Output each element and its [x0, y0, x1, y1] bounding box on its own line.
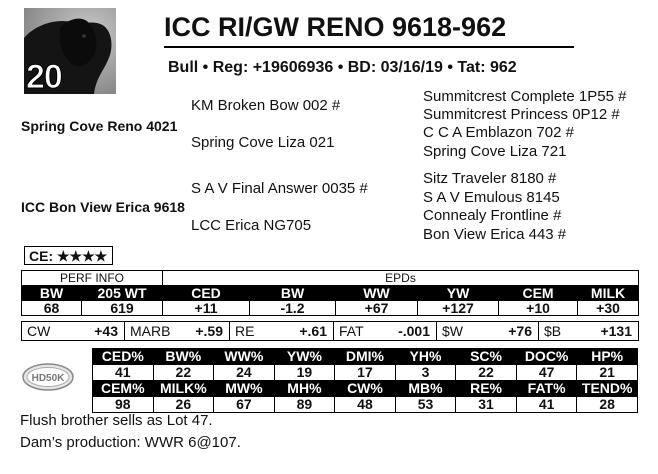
epd-header-cell: 205 WT [82, 286, 163, 301]
registration-line: Bull • Reg: +19606936 • BD: 03/16/19 • Tat: 962 [168, 59, 517, 76]
epd-header-cell: CED [163, 286, 250, 301]
index-cell-w [437, 322, 539, 341]
perf-info-header: PERF INFO [22, 271, 163, 286]
index-label: FAT [339, 323, 364, 339]
epd-header-cell: BW [22, 286, 82, 301]
title-underline [164, 46, 574, 48]
epds-header: EPDs [163, 271, 639, 286]
epd-value-cell: +10 [499, 301, 578, 316]
hd50k-header-cell: YH% [395, 349, 456, 365]
hd50k-value-cell: 67 [214, 397, 275, 413]
index-label: $B [544, 323, 562, 339]
calving-ease-rating: CE: ★★★★ [24, 246, 113, 265]
hd50k-header-cell: CW% [335, 381, 396, 397]
pedigree-dam-dam: LCC Erica NG705 [191, 217, 312, 234]
hd50k-header-cell: HP% [577, 349, 638, 365]
hd50k-value-cell: 21 [577, 365, 638, 381]
hd50k-value-cell: 41 [516, 397, 577, 413]
hd50k-value-cell: 17 [335, 365, 396, 381]
hd50k-header-cell: MB% [395, 381, 456, 397]
index-value: +131 [600, 323, 632, 339]
hd50k-header-cell: YW% [274, 349, 335, 365]
pedigree-dd-dam: Bon View Erica 443 # [423, 226, 567, 243]
animal-name: ICC RI/GW RENO 9618-962 [164, 12, 507, 42]
hd50k-value-cell: 3 [395, 365, 456, 381]
pedigree-sd-sire: C C A Emblazon 702 # [423, 124, 574, 141]
index-value: +76 [508, 323, 532, 339]
hd50k-value-cell: 41 [93, 365, 154, 381]
pedigree-ds-sire: Sitz Traveler 8180 # [423, 170, 557, 187]
note-flush-brother: Flush brother sells as Lot 47. [20, 412, 213, 429]
index-cell-b [539, 322, 639, 341]
pedigree-ss-dam: Summitcrest Princess 0P12 # [423, 106, 620, 123]
epd-value-cell: +67 [336, 301, 418, 316]
epd-header-cell: CEM [499, 286, 578, 301]
pedigree-dd-sire: Connealy Frontline # [423, 207, 562, 224]
hd50k-header-cell: WW% [214, 349, 275, 365]
hd50k-header-cell: BW% [153, 349, 214, 365]
index-cell-re [230, 322, 334, 341]
index-value: -.001 [398, 323, 430, 339]
lot-number: 20 [26, 58, 62, 96]
hd50k-value-cell: 47 [516, 365, 577, 381]
hd50k-value-cell: 48 [335, 397, 396, 413]
hd50k-header-cell: MH% [274, 381, 335, 397]
index-cell-marb [125, 322, 230, 341]
pedigree-sire: Spring Cove Reno 4021 [21, 118, 178, 134]
hd50k-header-cell: MILK% [153, 381, 214, 397]
hd50k-value-cell: 22 [153, 365, 214, 381]
hd50k-value-cell: 24 [214, 365, 275, 381]
hd50k-header-cell: TEND% [577, 381, 638, 397]
hd50k-value-cell: 98 [93, 397, 154, 413]
epd-header-cell: BW [250, 286, 336, 301]
pedigree-sire-sire: KM Broken Bow 002 # [191, 97, 341, 114]
index-label: $W [442, 323, 463, 339]
epd-value-cell: -1.2 [250, 301, 336, 316]
epd-header-cell: WW [336, 286, 418, 301]
note-dam-production: Dam’s production: WWR 6@107. [20, 434, 241, 451]
epd-header-cell: YW [418, 286, 499, 301]
hd50k-value-cell: 22 [456, 365, 517, 381]
pedigree-dam-sire: S A V Final Answer 0035 # [191, 180, 368, 197]
epd-value-cell: +11 [163, 301, 250, 316]
index-table [21, 321, 639, 341]
epd-value-cell: 68 [22, 301, 82, 316]
hd50k-value-cell: 19 [274, 365, 335, 381]
pedigree-ds-dam: S A V Emulous 8145 [423, 189, 560, 206]
index-value: +.61 [299, 323, 327, 339]
index-value: +43 [94, 323, 118, 339]
index-label: MARB [130, 323, 171, 339]
hd50k-header-cell: DOC% [516, 349, 577, 365]
hd50k-header-cell: FAT% [516, 381, 577, 397]
hd50k-logo [22, 362, 74, 392]
epd-value-cell: +30 [578, 301, 639, 316]
hd50k-table [92, 348, 638, 413]
hd50k-header-cell: CED% [93, 349, 154, 365]
pedigree-ss-sire: Summitcrest Complete 1P55 # [423, 88, 627, 105]
index-value: +.59 [195, 323, 223, 339]
hd50k-value-cell: 28 [577, 397, 638, 413]
pedigree-dam: ICC Bon View Erica 9618 [21, 199, 185, 215]
hd50k-header-cell: MW% [214, 381, 275, 397]
epd-header-cell: MILK [578, 286, 639, 301]
hd50k-header-cell: CEM% [93, 381, 154, 397]
index-label: RE [235, 323, 255, 339]
pedigree-sd-dam: Spring Cove Liza 721 [423, 143, 567, 160]
epd-table [21, 270, 639, 316]
hd50k-value-cell: 26 [153, 397, 214, 413]
hd50k-header-cell: SC% [456, 349, 517, 365]
hd50k-header-cell: DMI% [335, 349, 396, 365]
hd50k-value-cell: 53 [395, 397, 456, 413]
hd50k-header-cell: RE% [456, 381, 517, 397]
pedigree-sire-dam: Spring Cove Liza 021 [191, 134, 335, 151]
index-label: CW [27, 323, 51, 339]
hd50k-value-cell: 89 [274, 397, 335, 413]
epd-value-cell: +127 [418, 301, 499, 316]
hd50k-value-cell: 31 [456, 397, 517, 413]
index-cell-fat [334, 322, 437, 341]
hd50k-logo-text: HD50K [31, 373, 65, 384]
epd-value-cell: 619 [82, 301, 163, 316]
index-cell-cw [22, 322, 125, 341]
